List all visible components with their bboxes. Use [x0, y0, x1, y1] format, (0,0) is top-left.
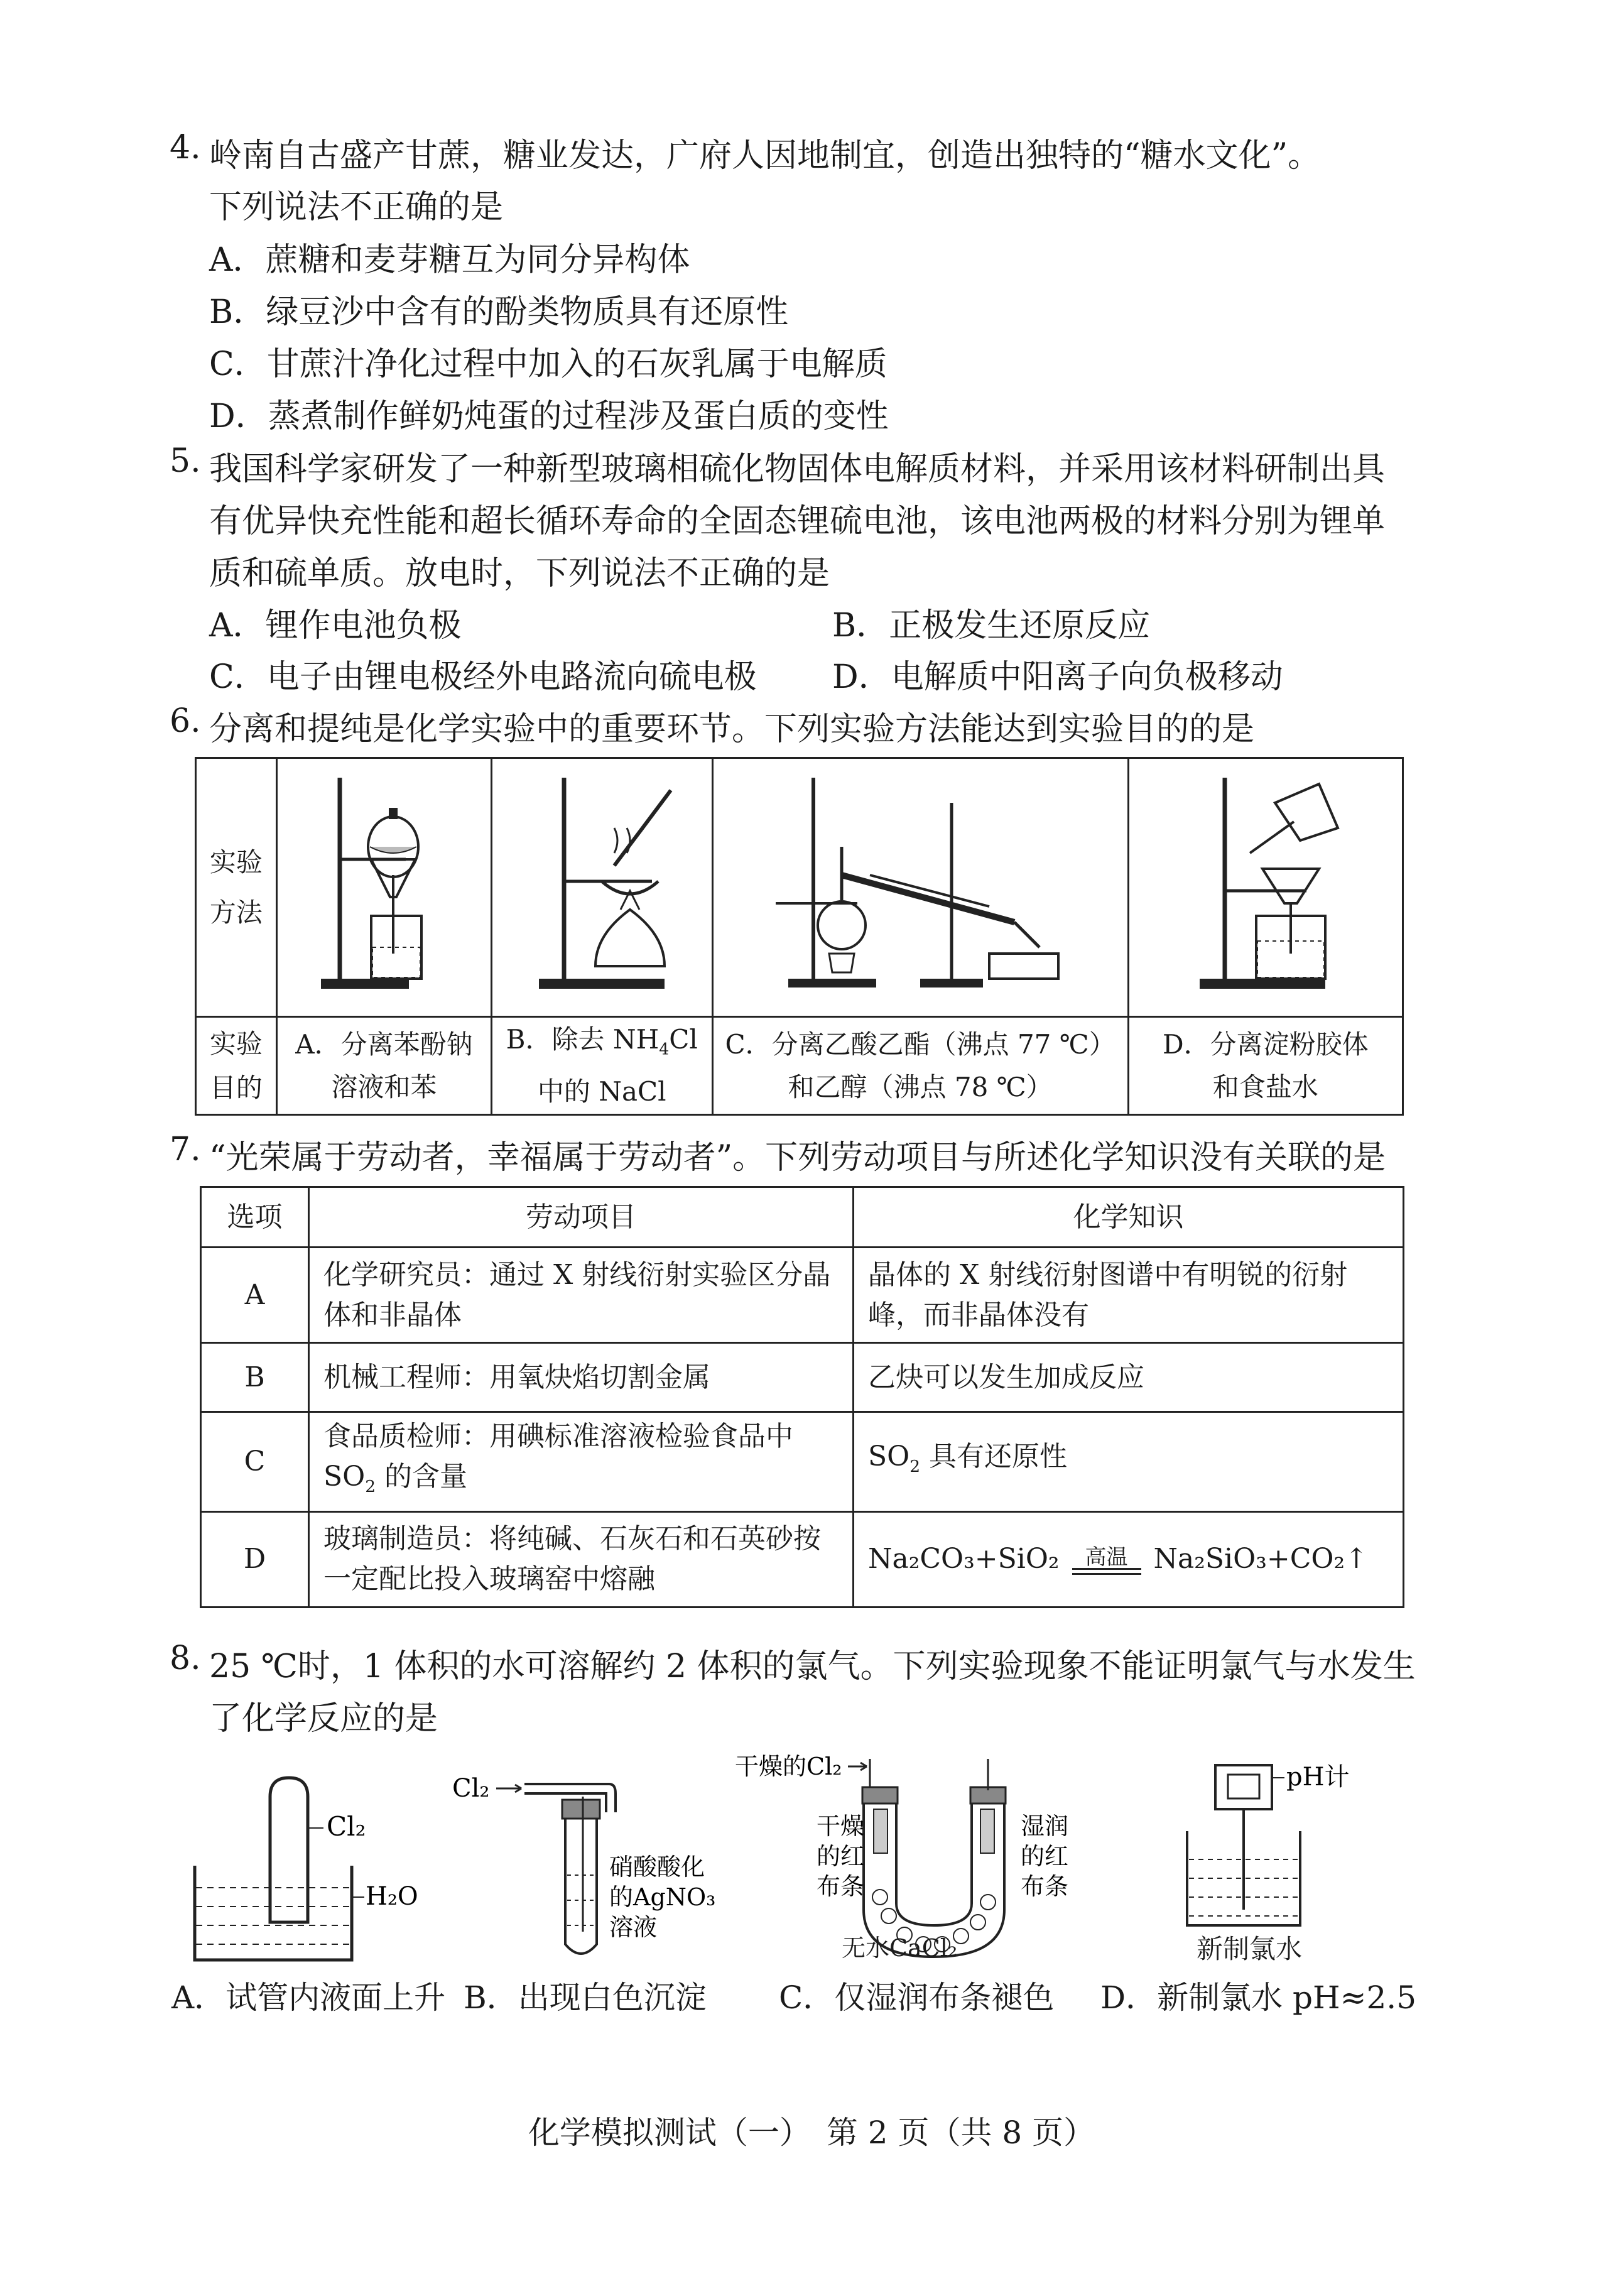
- distillation-diagram: [725, 765, 1115, 1004]
- dry-cl2-label: 干燥的Cl₂: [735, 1753, 842, 1780]
- page-footer: 化学模拟测试（一） 第 2 页（共 8 页）: [528, 2114, 1095, 2151]
- figure-a-caption: A．试管内液面上升: [171, 1979, 446, 2016]
- option-c: C．甘蔗汁净化过程中加入的石灰乳属于电解质: [209, 345, 887, 383]
- task-cell: 化学研究员：通过 X 射线衍射实验区分晶体和非晶体: [309, 1248, 854, 1343]
- option-c: C．电子由锂电极经外电路流向硫电极: [209, 658, 757, 696]
- option-cell: D: [201, 1511, 309, 1607]
- option-cell: A: [201, 1248, 309, 1343]
- header-task: 劳动项目: [309, 1187, 854, 1248]
- task-cell: 食品质检师：用碘标准溶液检验食品中 $SO_2$ 的含量: [309, 1412, 854, 1512]
- evaporating-dish-diagram: [508, 765, 696, 1004]
- right-strip-label: 的红: [1021, 1842, 1069, 1870]
- question-number: 4.: [170, 129, 201, 166]
- reagent-label: 硝酸酸化: [609, 1853, 705, 1881]
- separatory-funnel-diagram: [290, 765, 478, 1004]
- chlorine-water-label: 新制氯水: [1197, 1934, 1303, 1964]
- left-strip-label: 布条: [817, 1873, 865, 1900]
- right-strip-label: 布条: [1021, 1873, 1069, 1900]
- option-b: B．正极发生还原反应: [832, 607, 1151, 645]
- figure-b-test-tube: [440, 1762, 735, 1969]
- option-a: A．锂作电池负极: [209, 607, 462, 645]
- labor-knowledge-table: [200, 1186, 1404, 1608]
- task-cell: 机械工程师：用氧炔焰切割金属: [309, 1343, 854, 1412]
- figure-d-ph-meter: [1168, 1753, 1407, 1941]
- figure-b-caption: B．出现白色沉淀: [464, 1979, 707, 2016]
- question-number: 6.: [170, 702, 201, 740]
- cl2-label: Cl₂: [327, 1811, 366, 1842]
- equation-right: Na₂SiO₃+CO₂↑: [1153, 1543, 1368, 1575]
- option-b: B．绿豆沙中含有的酚类物质具有还原性: [209, 293, 789, 331]
- reagent-label: 的AgNO₃: [609, 1883, 716, 1911]
- purpose-b: B．除去 $NH_4Cl$ 中的 NaCl: [492, 1017, 712, 1115]
- apparatus-distillation: [712, 758, 1128, 1017]
- cacl2-label: 无水CaCl₂: [842, 1934, 958, 1962]
- option-d: D．蒸煮制作鲜奶炖蛋的过程涉及蛋白质的变性: [209, 398, 889, 435]
- question-number: 5.: [170, 442, 201, 480]
- purpose-c: C．分离乙酸乙酯（沸点 77 ℃） 和乙醇（沸点 78 ℃）: [712, 1017, 1128, 1115]
- purpose-a: A．分离苯酚钠 溶液和苯: [276, 1017, 491, 1115]
- cl2-label: Cl₂: [452, 1774, 490, 1803]
- row-label: 实验 方法: [196, 758, 277, 1017]
- purpose-d: D．分离淀粉胶体 和食盐水: [1128, 1017, 1403, 1115]
- right-strip-label: 湿润: [1021, 1812, 1069, 1840]
- filtration-diagram: [1162, 765, 1369, 1004]
- knowledge-cell: [854, 1511, 1404, 1607]
- question-stem: 我国科学家研发了一种新型玻璃相硫化物固体电解质材料，并采用该材料研制出具: [209, 450, 1386, 488]
- option-cell: C: [201, 1412, 309, 1512]
- header-knowledge: 化学知识: [854, 1187, 1404, 1248]
- header-option: 选项: [201, 1187, 309, 1248]
- option-cell: B: [201, 1343, 309, 1412]
- knowledge-cell: 晶体的 X 射线衍射图谱中有明锐的衍射峰，而非晶体没有: [854, 1248, 1404, 1343]
- option-d: D．电解质中阳离子向负极移动: [832, 658, 1283, 696]
- knowledge-cell: $SO_2$ 具有还原性: [854, 1412, 1404, 1512]
- option-a: A．蔗糖和麦芽糖互为同分异构体: [209, 241, 690, 279]
- left-strip-label: 干燥: [817, 1812, 865, 1840]
- question-stem: 岭南自古盛产甘蔗，糖业发达，广府人因地制宜，创造出独特的“糖水文化”。: [209, 137, 1321, 175]
- question-number: 8.: [170, 1640, 201, 1677]
- apparatus-separatory-funnel: [276, 758, 491, 1017]
- figure-a-test-tube: [188, 1771, 477, 1972]
- question-stem: 分离和提纯是化学实验中的重要环节。下列实验方法能达到实验目的的是: [209, 710, 1255, 748]
- question-stem: 有优异快充性能和超长循环寿命的全固态锂硫电池，该电池两极的材料分别为锂单: [209, 503, 1386, 540]
- equation-left: Na₂CO₃+SiO₂: [868, 1543, 1060, 1575]
- ph-meter-label: pH计: [1286, 1763, 1350, 1792]
- row-label: 实验 目的: [196, 1017, 277, 1115]
- apparatus-filtration: [1128, 758, 1403, 1017]
- task-cell: 玻璃制造员：将纯碱、石灰石和石英砂按一定配比投入玻璃窑中熔融: [309, 1511, 854, 1607]
- question-stem: “光荣属于劳动者，幸福属于劳动者”。下列劳动项目与所述化学知识没有关联的是: [209, 1139, 1386, 1177]
- reaction-condition: 高温: [1072, 1547, 1141, 1575]
- question-stem: 下列说法不正确的是: [209, 188, 504, 226]
- figure-d-caption: D．新制氯水 pH≈2.5: [1100, 1979, 1417, 2016]
- question-stem: 质和硫单质。放电时，下列说法不正确的是: [209, 555, 830, 592]
- figure-c-caption: C．仅湿润布条褪色: [779, 1979, 1055, 2016]
- knowledge-cell: 乙炔可以发生加成反应: [854, 1343, 1404, 1412]
- apparatus-evaporation: [492, 758, 712, 1017]
- left-strip-label: 的红: [817, 1842, 865, 1870]
- question-stem: 了化学反应的是: [209, 1700, 438, 1738]
- question-number: 7.: [170, 1131, 201, 1168]
- reagent-label: 溶液: [609, 1913, 658, 1941]
- question-stem: 25 ℃时，1 体积的水可溶解约 2 体积的氯气。下列实验现象不能证明氯气与水发生: [209, 1648, 1416, 1685]
- h2o-label: H₂O: [366, 1882, 418, 1911]
- experiment-table: [195, 757, 1404, 1116]
